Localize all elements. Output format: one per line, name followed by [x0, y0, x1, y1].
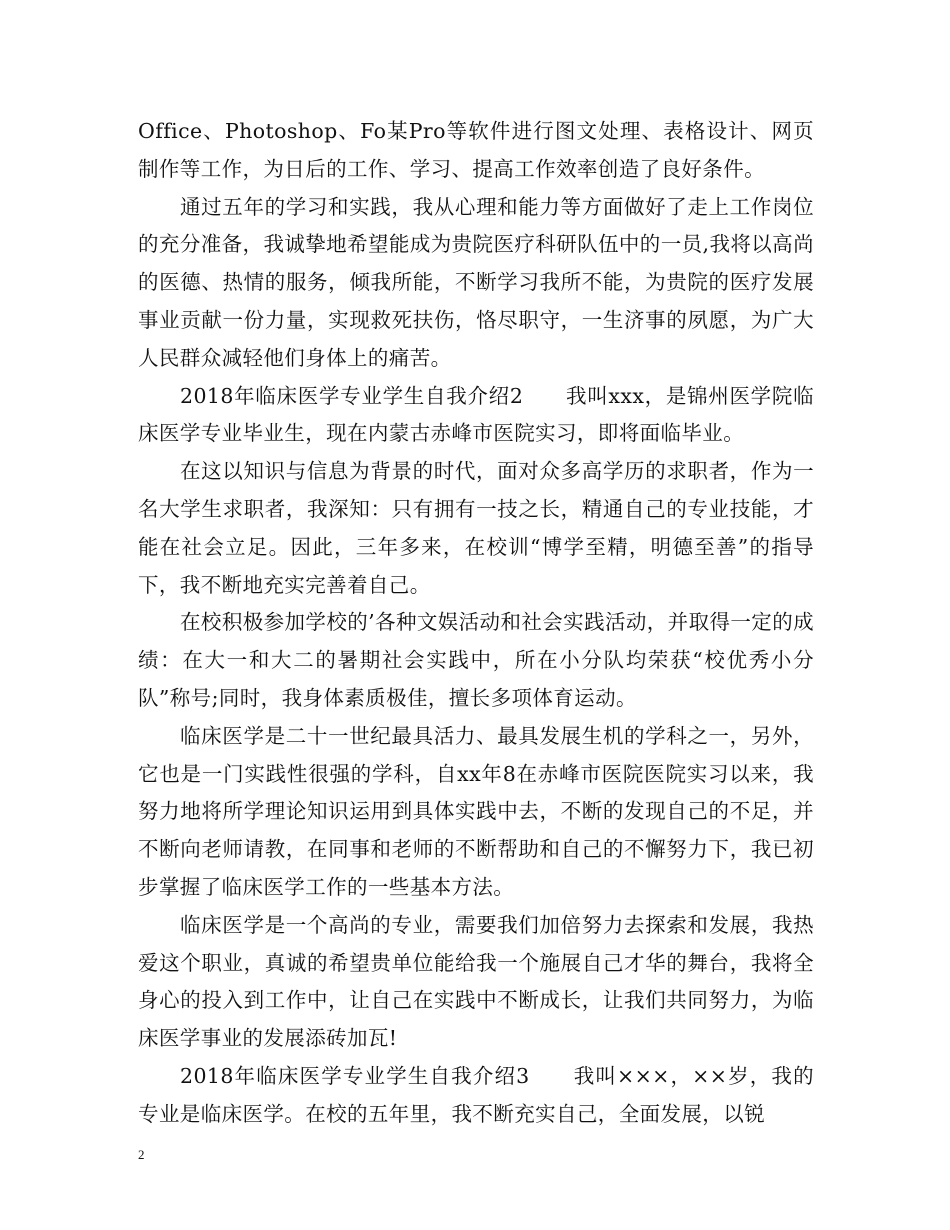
paragraph-noble-profession: 临床医学是一个高尚的专业，需要我们加倍努力去探索和发展，我热爱这个职业，真诚的希望贵单位能给我一个施展自己才华的舞台，我将全身心的投入到工作中，让自己在实践中不断成长，让我们共同努力，为临床医学事业的发展添砖加瓦!: [138, 912, 814, 1051]
paragraph-career-goal: 通过五年的学习和实践，我从心理和能力等方面做好了走上工作岗位的充分准备，我诚挚地希望能成为贵院医疗科研队伍中的一员,我将以高尚的医德、热情的服务，倾我所能，不断学习我所不能，为贵院的医疗发展事业贡献一份力量，实现救死扶伤，恪尽职守，一生济事的夙愿，为广大人民群众减轻他们身体上的痛苦。: [138, 194, 814, 370]
paragraph-software-skills: Office、Photoshop、Fo某Pro等软件进行图文处理、表格设计、网页制作等工作，为日后的工作、学习、提高工作效率创造了良好条件。: [138, 119, 814, 181]
paragraph-clinical-practice: 临床医学是二十一世纪最具活力、最具发展生机的学科之一，另外，它也是一门实践性很强的学科，自xx年8在赤峰市医院医院实习以来，我努力地将所学理论知识运用到具体实践中去，不断的发现自己的不足，并不断向老师请教，在同事和老师的不断帮助和自己的不懈努力下，我已初步掌握了临床医学工作的一些基本方法。: [138, 723, 814, 899]
paragraph-knowledge-era: 在这以知识与信息为背景的时代，面对众多高学历的求职者，作为一名大学生求职者，我深知：只有拥有一技之长，精通自己的专业技能，才能在社会立足。因此，三年多来，在校训“博学至精，明德至善”的指导下，我不断地充实完善着自己。: [138, 459, 814, 597]
paragraph-campus-activities: 在校积极参加学校的’各种文娱活动和社会实践活动，并取得一定的成绩：在大一和大二的暑期社会实践中，所在小分队均荣获“校优秀小分队”称号;同时，我身体素质极佳，擅长多项体育运动。: [138, 610, 814, 710]
document-body: [138, 113, 814, 1134]
paragraph-intro-3-heading: 2018年临床医学专业学生自我介绍3 我叫×××，××岁，我的专业是临床医学。在校的五年里，我不断充实自己，全面发展，以锐: [138, 1063, 814, 1126]
page-number: 2: [138, 1147, 145, 1162]
paragraph-intro-2-heading: 2018年临床医学专业学生自我介绍2 我叫xxx，是锦州医学院临床医学专业毕业生，现在内蒙古赤峰市医院实习，即将面临毕业。: [138, 383, 814, 446]
